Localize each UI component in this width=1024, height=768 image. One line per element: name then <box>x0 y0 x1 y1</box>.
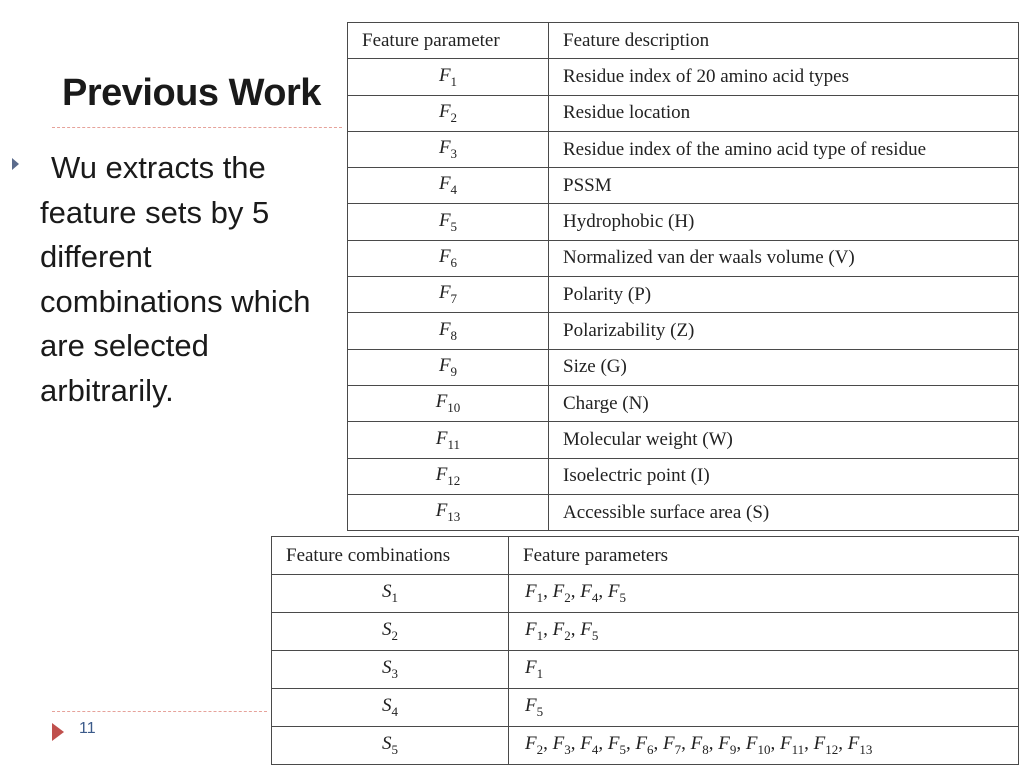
combo-subscript: 3 <box>391 665 398 681</box>
param-subscript: 12 <box>447 472 461 488</box>
param-symbol: F <box>607 581 620 603</box>
param-subscript: 6 <box>450 254 458 270</box>
param-symbol: F <box>525 657 537 679</box>
param-symbol: F <box>435 463 448 485</box>
param-subscript: 5 <box>619 741 626 757</box>
param-subscript: 2 <box>450 109 458 125</box>
param-subscript: 6 <box>647 741 654 757</box>
bullet-line: feature sets by 5 <box>40 194 270 230</box>
param-symbol: F <box>525 581 537 603</box>
param-symbol: F <box>438 64 451 86</box>
param-subscript: 8 <box>450 327 458 343</box>
param-subscript: 7 <box>450 291 458 307</box>
param-subscript: 4 <box>591 741 599 757</box>
param-symbol: F <box>525 619 537 641</box>
param-subscript: 5 <box>536 703 544 719</box>
table-row <box>348 458 1019 494</box>
param-symbol: F <box>438 173 451 195</box>
param-subscript: 9 <box>729 741 737 757</box>
param-symbol: F <box>663 733 675 755</box>
footer-divider <box>52 711 267 712</box>
param-subscript: 4 <box>450 182 458 198</box>
parameters-cell: $F_2$, $F_3$, $F_4$, $F_5$, $F_6$, $F_7$, $F_8$, $F_9$, $F_{10}$, $F_{11}$, $F_{12}$, $F_{13}$ <box>509 727 1019 765</box>
combo-symbol: S <box>382 581 392 603</box>
combination-cell <box>272 575 509 613</box>
param-symbol: F <box>525 695 537 717</box>
header-feature-description: Feature description <box>549 23 1019 59</box>
param-subscript: 11 <box>447 436 461 452</box>
table-row <box>348 313 1019 349</box>
param-subscript: 5 <box>619 589 626 605</box>
combo-subscript: 1 <box>391 589 398 605</box>
combo-symbol: S <box>382 657 392 679</box>
description-cell: Size (G) <box>549 349 1019 385</box>
feature-combinations-table <box>271 536 1019 765</box>
table-row <box>348 349 1019 385</box>
table-row <box>272 575 1019 613</box>
combination-cell <box>272 613 509 651</box>
combo-symbol: S <box>382 733 392 755</box>
header-feature-parameters: Feature parameters <box>509 537 1019 575</box>
bullet-line: different <box>40 239 152 274</box>
table-row <box>348 422 1019 458</box>
table-row <box>348 168 1019 204</box>
param-symbol: F <box>438 246 451 268</box>
param-symbol: F <box>779 733 792 755</box>
param-subscript: 1 <box>536 665 544 681</box>
param-subscript: 1 <box>536 589 544 605</box>
description-cell: Polarity (P) <box>549 277 1019 313</box>
param-symbol: F <box>525 733 537 755</box>
param-symbol: F <box>607 733 620 755</box>
description-cell: Normalized van der waals volume (V) <box>549 240 1019 276</box>
description-cell: Accessible surface area (S) <box>549 494 1019 530</box>
table-row <box>348 131 1019 167</box>
table-row <box>272 651 1019 689</box>
bullet-line: combinations which <box>40 283 311 319</box>
param-symbol: F <box>690 733 703 755</box>
param-symbol: F <box>435 427 448 449</box>
param-subscript: 3 <box>564 741 571 757</box>
param-symbol: F <box>580 619 592 641</box>
parameter-cell <box>348 494 549 530</box>
param-symbol: F <box>813 733 826 755</box>
description-cell: Residue index of the amino acid type of residue <box>549 131 1019 167</box>
combination-cell <box>272 727 509 765</box>
param-symbol: F <box>552 619 565 641</box>
param-subscript: 1 <box>536 627 544 643</box>
table-row <box>348 494 1019 530</box>
param-subscript: 9 <box>450 363 458 379</box>
table-row <box>348 240 1019 276</box>
parameter-cell <box>348 168 549 204</box>
parameters-cell <box>509 651 1019 689</box>
param-subscript: 4 <box>591 589 599 605</box>
header-feature-combinations: Feature combinations <box>272 537 509 575</box>
parameters-cell <box>509 689 1019 727</box>
combo-subscript: 5 <box>391 741 398 757</box>
title-divider <box>52 127 342 128</box>
combo-subscript: 2 <box>391 627 398 643</box>
parameters-cell: $F_1$, $F_2$, $F_4$, $F_5$ <box>509 575 1019 613</box>
table-row <box>348 95 1019 131</box>
param-subscript: 1 <box>450 73 458 89</box>
description-cell: Residue index of 20 amino acid types <box>549 59 1019 95</box>
param-symbol: F <box>435 500 448 522</box>
table-row <box>348 59 1019 95</box>
param-subscript: 7 <box>674 741 682 757</box>
parameter-cell <box>348 277 549 313</box>
description-cell: PSSM <box>549 168 1019 204</box>
param-symbol: F <box>438 354 451 376</box>
param-subscript: 3 <box>450 145 458 161</box>
param-symbol: F <box>580 581 592 603</box>
page-number: 11 <box>79 720 96 737</box>
param-symbol: F <box>438 282 451 304</box>
parameter-cell <box>348 59 549 95</box>
parameter-cell <box>348 95 549 131</box>
param-symbol: F <box>435 391 448 413</box>
param-subscript: 13 <box>447 508 461 524</box>
combo-subscript: 4 <box>391 703 398 719</box>
description-cell: Residue location <box>549 95 1019 131</box>
table-row <box>348 277 1019 313</box>
param-subscript: 8 <box>702 741 709 757</box>
parameter-cell <box>348 422 549 458</box>
page-marker-icon <box>52 723 64 741</box>
bullet-arrow-icon <box>12 158 19 170</box>
param-symbol: F <box>438 209 451 231</box>
parameter-cell <box>348 204 549 240</box>
combo-symbol: S <box>382 695 392 717</box>
param-subscript: 13 <box>859 741 873 757</box>
header-feature-parameter: Feature parameter <box>348 23 549 59</box>
param-subscript: 10 <box>447 400 461 416</box>
param-symbol: F <box>635 733 648 755</box>
param-subscript: 12 <box>825 741 839 757</box>
param-symbol: F <box>847 733 860 755</box>
table-row <box>348 204 1019 240</box>
table-row <box>348 385 1019 421</box>
description-cell: Hydrophobic (H) <box>549 204 1019 240</box>
parameters-cell: $F_1$, $F_2$, $F_5$ <box>509 613 1019 651</box>
slide-title: Previous Work <box>62 72 321 114</box>
param-symbol: F <box>580 733 592 755</box>
bullet-line: Wu extracts the <box>51 150 266 185</box>
param-subscript: 2 <box>564 627 571 643</box>
bullet-point <box>40 146 350 413</box>
description-cell: Charge (N) <box>549 385 1019 421</box>
parameter-cell <box>348 458 549 494</box>
parameter-cell <box>348 385 549 421</box>
combo-symbol: S <box>382 619 392 641</box>
param-symbol: F <box>438 318 451 340</box>
param-subscript: 5 <box>450 218 458 234</box>
param-symbol: F <box>438 137 451 159</box>
param-subscript: 2 <box>564 589 571 605</box>
parameter-cell <box>348 349 549 385</box>
table-row <box>272 727 1019 765</box>
param-subscript: 11 <box>791 741 805 757</box>
combination-cell <box>272 651 509 689</box>
param-subscript: 10 <box>757 741 771 757</box>
param-symbol: F <box>718 733 730 755</box>
table-header-row <box>272 537 1019 575</box>
combination-cell <box>272 689 509 727</box>
table-header-row <box>348 23 1019 59</box>
table-row <box>272 613 1019 651</box>
description-cell: Polarizability (Z) <box>549 313 1019 349</box>
description-cell: Isoelectric point (I) <box>549 458 1019 494</box>
parameter-cell <box>348 240 549 276</box>
bullet-line: are selected <box>40 328 209 363</box>
param-symbol: F <box>438 100 451 122</box>
param-subscript: 2 <box>536 741 544 757</box>
table-row <box>272 689 1019 727</box>
param-symbol: F <box>552 733 565 755</box>
description-cell: Molecular weight (W) <box>549 422 1019 458</box>
feature-parameters-table <box>347 22 1019 531</box>
bullet-line: arbitrarily. <box>40 372 174 408</box>
param-subscript: 5 <box>591 627 599 643</box>
param-symbol: F <box>745 733 758 755</box>
parameter-cell <box>348 313 549 349</box>
param-symbol: F <box>552 581 565 603</box>
parameter-cell <box>348 131 549 167</box>
